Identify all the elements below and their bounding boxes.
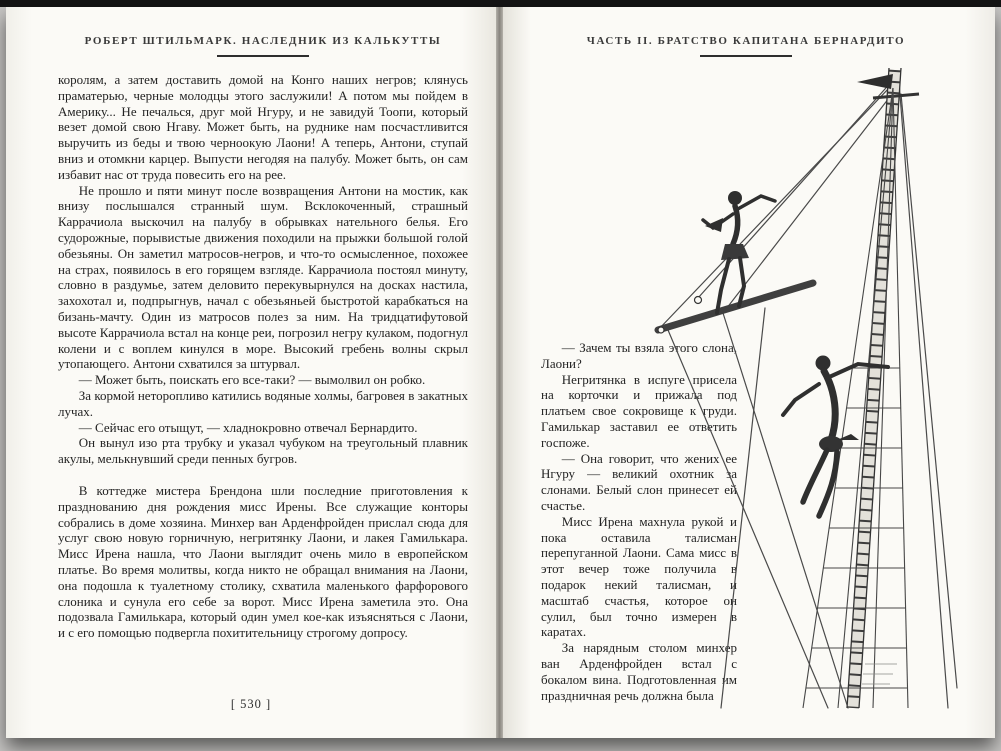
paragraph: За кормой неторопливо катились водяные холмы, багровея в закатных лучах.: [58, 387, 468, 419]
paragraph: — Зачем ты взяла этого слона, Лаони?: [541, 340, 737, 371]
right-page-content: [541, 72, 951, 720]
paragraph: Мисс Ирена махнула рукой и пока оставила талисман перепуганной Лаони. Сама мисс в этот вечер тоже получила в подарок некий талисман, и масштаб счастья, которое он сулил, был точно измерен в каратах.: [541, 513, 737, 640]
paragraph: В коттедже мистера Брендона шли последние приготовления к празднованию дня рождения мисс Ирены. Все служащие конторы собрались в доме хозяина. Минхер ван Арденфройден прислал сюда для услуг свою новую горничную, негритянку Лаони, и лакея Гамилькара. Мисс Ирена нашла, что Лаони выглядит очень мило в европейском платье. Во время молитвы, когда никто не обращал внимания на Лаони, она подошла к туалетному столику, схватила маленького фарфорового слоника и сунула его себе за ворот. Мисс Ирена заметила это. Она подозвала Гамилькара, который один умел кое-как изъясняться с Лаони, и с его помощью подвергла похитительницу строгому допросу.: [58, 482, 468, 641]
paragraph: Не прошло и пяти минут после возвращения Антони на мостик, как внизу послышался странный шум. Всклокоченный, страшный Каррачиола выскочил на палубу в обрывках нательного белья. Его судорожные, порывистые движения походили на прыжки большой голой обезьяны. Он заметил матросов-негров, и что-то осмысленное, похожее на страх, появилось в его горящем взгляде. Каррачиола постоял минуту, словно в раздумье, затем деловито перекувырнулся на досках настила, захохотал и, подпрыгнув, начал с обезьяньей быстротой карабкаться на бизань-мачту. Один из матросов полез за ним. На тридцатифутовой высоте Каррачиола встал на конце реи, погрозил негру кулаком, подогнул колени и с воплем кинулся в море. Высокий гребень волны скрыл утопающего. Антони схватился за штурвал.: [58, 182, 468, 372]
left-page-text: [58, 72, 468, 641]
right-page: [503, 7, 995, 738]
header-rule-left: [217, 55, 309, 57]
header-rule-right: [700, 55, 792, 57]
paragraph: Негритянка в испуге присела на корточки и прижала под платьем свое сокровище к груди. Гамилькар заставил ее ответить госпоже.: [541, 371, 737, 450]
left-page: [6, 7, 496, 738]
page-number: [ 530 ]: [230, 697, 272, 711]
open-book: [6, 7, 995, 738]
book-top-edge: [0, 0, 1001, 7]
paragraph: королям, а затем доставить домой на Конго наших негров; клянусь праматерью, черные молодцы этого заслужили! А потом мы пойдем в Америку... Не печалься, друг мой Нгуру, и не завидуй Тоопи, который везет домой свою Нгаву. Может быть, на руднике нам посчастливится выручить из беды и твою черноокую Лаони! А теперь, Антони, ступай вниз и отомкни карцер. Выпусти негодяя на палубу. Может быть, он сам избавит нас от труда повесить его на рее.: [58, 72, 468, 182]
paragraph: — Может быть, поискать его все-таки? — вымолвил он робко.: [78, 372, 426, 388]
paragraph: — Она говорит, что жених ее Нгуру — великий охотник за слонами. Белый слон принесет ей счастье.: [541, 450, 737, 513]
running-header-left: РОБЕРТ ШТИЛЬМАРК. НАСЛЕДНИК ИЗ КАЛЬКУТТЫ: [84, 35, 442, 47]
paragraph: — Сейчас его отыщут, — хладнокровно отвечал Бернардито.: [78, 419, 418, 435]
paragraph: За нарядным столом минхер ван Арденфройден встал с бокалом вина. Подготовленная им праздничная речь должна была: [541, 640, 737, 703]
paragraph: Он вынул изо рта трубку и указал чубуком на треугольный плавник акулы, мелькнувший среди пенных бугров.: [58, 435, 468, 467]
running-header-right: ЧАСТЬ II. БРАТСТВО КАПИТАНА БЕРНАРДИТО: [586, 35, 906, 47]
ship-rigging-illustration: [643, 68, 961, 718]
book-gutter: [496, 7, 503, 738]
